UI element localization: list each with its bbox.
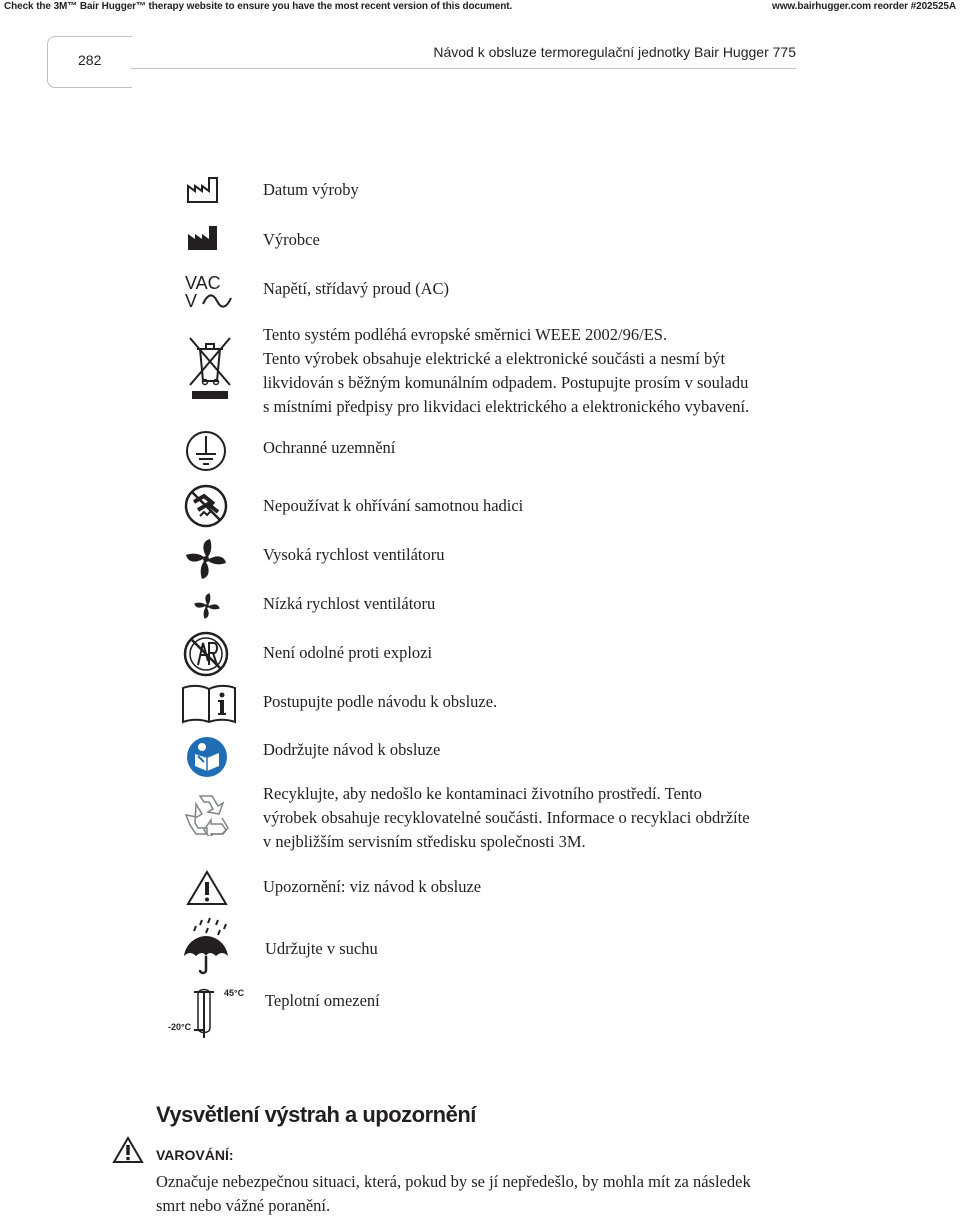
document-title: Návod k obsluze termoregulační jednotky Bair Hugger 775 xyxy=(433,44,796,60)
symbol-label-date-of-manufacture: Datum výroby xyxy=(263,180,359,199)
min-temp-label: -20°C xyxy=(168,1022,192,1032)
symbol-text-recycle xyxy=(263,782,750,854)
header-rule xyxy=(131,68,796,69)
symbol-label-fan-high: Vysoká rychlost ventilátoru xyxy=(263,545,445,564)
warning-line: smrt nebo vážné poranění. xyxy=(156,1196,331,1215)
follow-instructions-icon xyxy=(186,736,228,778)
ac-wave-icon xyxy=(201,293,233,309)
recycle-line: výrobek obsahuje recyklovatelné součásti. Informace o recyklaci obdržíte xyxy=(263,808,750,827)
warning-label: VAROVÁNÍ: xyxy=(156,1147,234,1163)
warning-line: Označuje nebezpečnou situaci, která, pokud by se jí nepředešlo, by mohla mít za následek xyxy=(156,1172,751,1191)
v-icon-label: V xyxy=(185,291,198,311)
symbol-label-caution: Upozornění: viz návod k obsluze xyxy=(263,877,482,896)
page-number: 282 xyxy=(78,52,102,68)
protective-earth-icon xyxy=(185,430,227,472)
reorder-link[interactable]: www.bairhugger.com reorder #202525A xyxy=(772,1,956,12)
temperature-limit-icon xyxy=(166,984,248,1040)
recycle-line: Recyklujte, aby nedošlo ke kontaminaci životního prostředí. Tento xyxy=(263,784,702,803)
symbol-text-weee xyxy=(263,323,749,419)
fan-low-icon xyxy=(193,592,221,620)
recycle-line: v nejbližším servisním středisku společnosti 3M. xyxy=(263,832,586,851)
not-explosion-proof-icon xyxy=(183,631,229,677)
no-free-hosing-icon xyxy=(184,484,228,528)
date-of-manufacture-icon xyxy=(186,176,220,204)
symbol-label-protective-earth: Ochranné uzemnění xyxy=(263,438,396,457)
fan-high-icon xyxy=(184,537,228,581)
symbol-label-no-free-hosing: Nepoužívat k ohřívání samotnou hadici xyxy=(263,496,524,515)
symbol-label-ac: Napětí, střídavý proud (AC) xyxy=(263,279,450,298)
warning-text xyxy=(156,1170,856,1218)
section-title: Vysvětlení výstrah a upozornění xyxy=(156,1102,476,1127)
weee-line: s místními předpisy pro likvidaci elektrického a elektronického vybavení. xyxy=(263,397,750,416)
symbol-label-keep-dry: Udržujte v suchu xyxy=(265,939,378,958)
version-notice-text: Check the 3M™ Bair Hugger™ therapy website to ensure you have the most recent version of this document. xyxy=(4,1,513,12)
symbol-label-temperature-limit: Teplotní omezení xyxy=(265,991,380,1010)
caution-icon xyxy=(186,870,228,906)
recycle-icon xyxy=(182,792,232,836)
weee-icon xyxy=(185,335,235,401)
vac-icon-label: VAC xyxy=(185,273,221,293)
max-temp-label: 45°C xyxy=(224,988,245,998)
symbol-label-not-explosion-proof: Není odolné proti explozi xyxy=(263,643,433,662)
symbol-label-operating-instructions: Postupujte podle návodu k obsluze. xyxy=(263,692,498,711)
operating-instructions-icon xyxy=(181,684,237,724)
warning-triangle-icon xyxy=(112,1136,144,1164)
weee-line: Tento systém podléhá evropské směrnici WEEE 2002/96/ES. xyxy=(263,325,668,344)
manufacturer-icon xyxy=(186,224,220,252)
top-notice xyxy=(0,0,960,20)
weee-line: likvidován s běžným komunálním odpadem. Postupujte prosím v souladu xyxy=(263,373,749,392)
vac-icon xyxy=(183,273,235,313)
keep-dry-icon xyxy=(180,916,234,976)
symbol-label-fan-low: Nízká rychlost ventilátoru xyxy=(263,594,436,613)
symbol-label-manufacturer: Výrobce xyxy=(263,230,320,249)
weee-line: Tento výrobek obsahuje elektrické a elektronické součásti a nesmí být xyxy=(263,349,726,368)
symbol-label-follow-instructions: Dodržujte návod k obsluze xyxy=(263,740,441,759)
